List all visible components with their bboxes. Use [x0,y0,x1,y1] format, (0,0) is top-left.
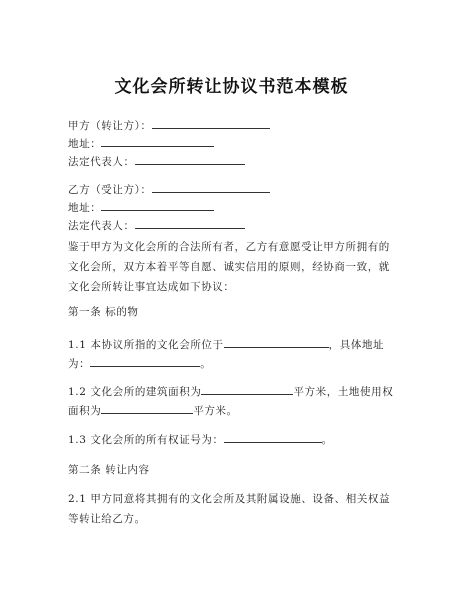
party-a-address-line [68,135,214,151]
party-a-rep-blank [135,153,245,165]
document-title: 文化会所转让协议书范本模板 [114,77,349,97]
clause-1-2-line-2: 面积为 平方米。 [68,402,238,418]
party-a-blank [152,117,270,129]
party-a-label: 甲方（转让方）： [68,120,152,132]
party-b-rep-line [68,217,245,233]
party-b-blank [152,181,270,193]
address-blank [90,355,200,367]
building-area-blank [201,383,293,395]
certificate-blank [224,431,322,443]
clause-1-3-line: 1.3 文化会所的所有权证号为： 。 [68,431,333,447]
party-a-line [68,117,270,133]
article-1-heading: 第一条 标的物 [68,306,139,318]
party-a-rep-line [68,153,245,169]
clause-1-1-line-2: 为： 。 [68,355,211,371]
party-b-label: 乙方（受让方）： [68,184,152,196]
preamble-paragraph: 鉴于甲方为文化会所的合法所有者，乙方有意愿受让甲方所拥有的文化会所，双方本着平等自愿、诚实信用的原则，经协商一致，就文化会所转让事宜达成如下协议： [68,241,390,293]
party-a-address-label: 地址： [68,138,102,150]
location-blank [224,336,329,348]
party-a-address-blank [101,135,214,147]
land-area-blank [101,402,193,414]
clause-2-1-paragraph: 2.1 甲方同意将其拥有的文化会所及其附属设施、设备、相关权益等转让给乙方。 [68,493,391,525]
party-b-line [68,181,270,197]
clause-1-1-line-1: 1.1 本协议所指的文化会所位于 ，具体地址 [68,336,384,352]
party-b-address-line [68,199,214,215]
article-2-heading: 第二条 转让内容 [68,464,150,476]
party-a-rep-label: 法定代表人： [68,156,135,168]
party-b-address-blank [101,199,214,211]
party-b-address-label: 地址： [68,202,102,214]
party-b-rep-label: 法定代表人： [68,220,135,232]
party-b-rep-blank [135,217,245,229]
clause-1-2-line-1: 1.2 文化会所的建筑面积为 平方米，土地使用权 [68,383,393,399]
